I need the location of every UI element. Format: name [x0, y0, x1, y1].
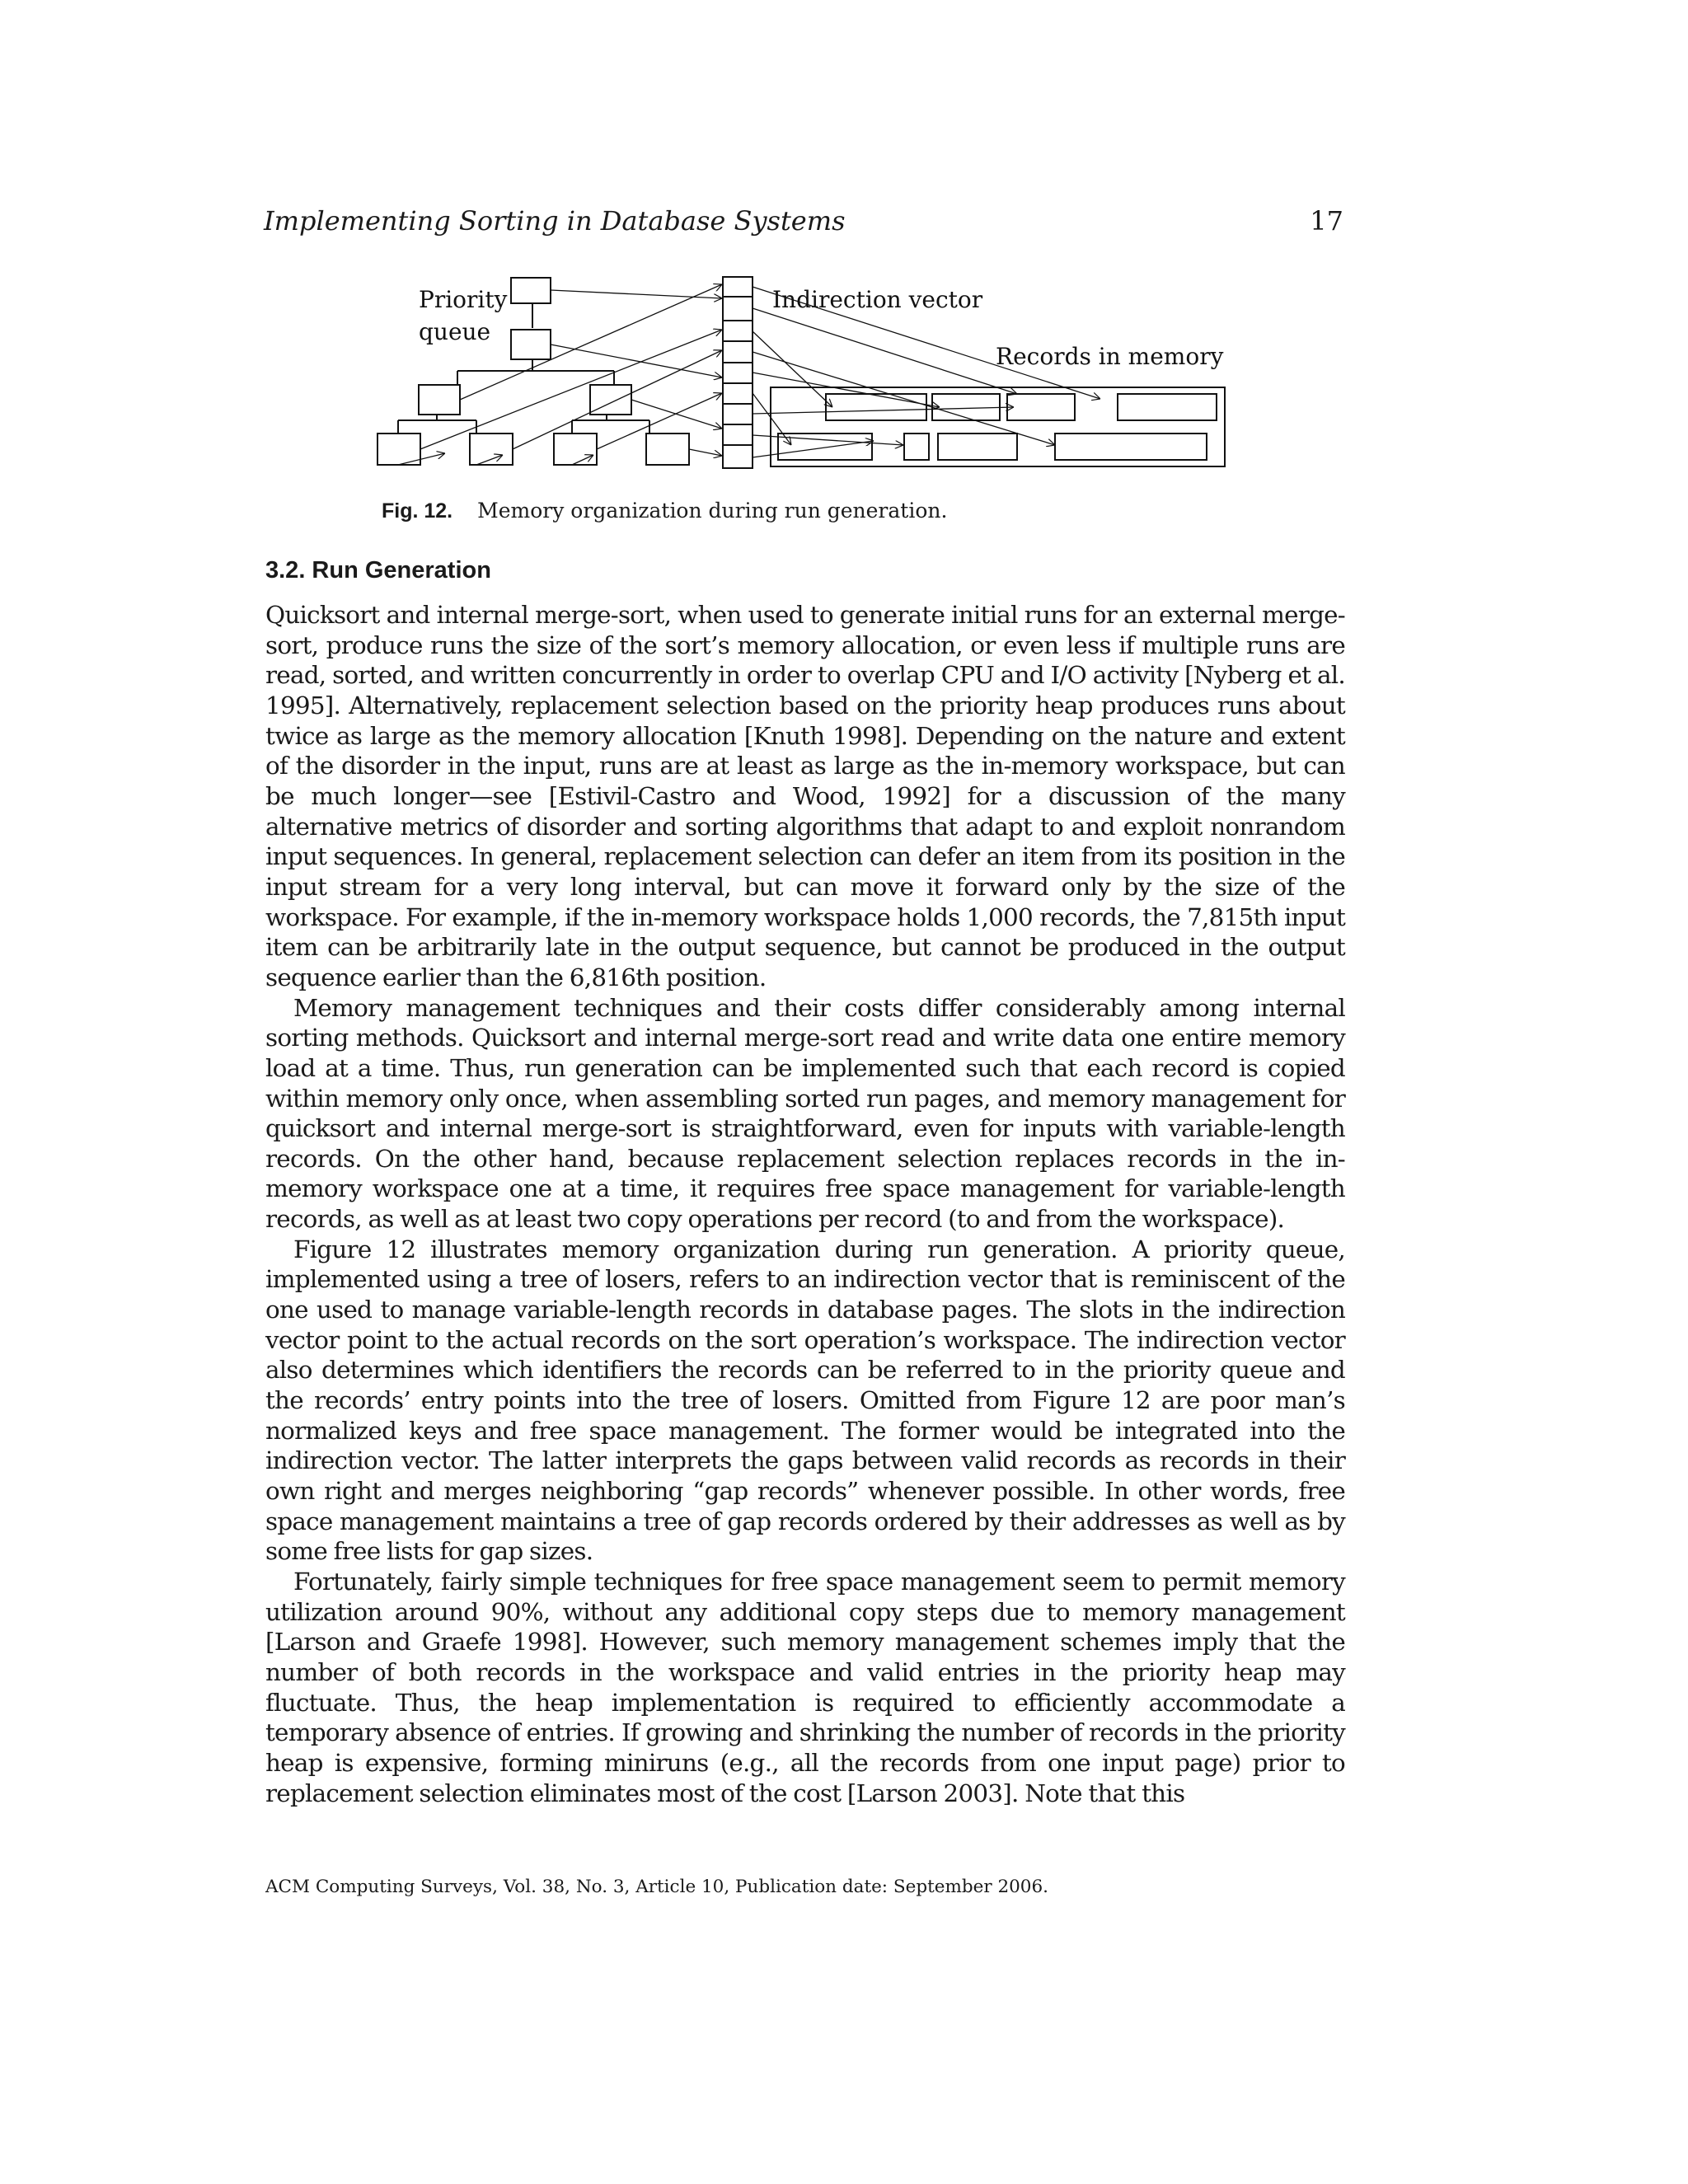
record: [1055, 434, 1207, 460]
indirection-vector: [723, 277, 753, 468]
record: [1118, 394, 1217, 420]
record: [904, 434, 929, 460]
record: [826, 394, 926, 420]
paragraph: Memory management techniques and their costs differ considerably among internal sorting methods. Quicksort and internal merge-sort read and write data one entire memory load at a time. Thus, run generation can be implemented such that each record is copied within memory only once, when assembling sorted run pages, and memory management for quicksort and internal merge-sort is straightforward, even for inputs with variable-length records. On the other hand, because replacement selection replaces records in the in-memory workspace one at a time, it requires free space management for variable-length records, as well as at least two copy operations per record (to and from the workspace).: [265, 993, 1345, 1234]
tree-node: [554, 434, 597, 465]
tree-node: [511, 278, 551, 303]
tree-node: [419, 385, 460, 415]
caption-text: Memory organization during run generation.: [477, 499, 948, 523]
figure-12-diagram: [0, 0, 1688, 494]
page-number: 17: [1310, 205, 1343, 237]
figure-caption: [382, 498, 947, 525]
caption-label: Fig. 12.: [382, 499, 453, 523]
record: [932, 394, 1000, 420]
record: [938, 434, 1017, 460]
paragraph: Figure 12 illustrates memory organization during run generation. A priority queue, implemented using a tree of losers, refers to an indirection vector that is reminiscent of the one used to manage variable-length records in database pages. The slots in the indirection vector point to the actual records on the sort operation’s workspace. The indirection vector also determines which identifiers the records can be referred to in the priority queue and the records’ entry points into the tree of losers. Omitted from Figure 12 are poor man’s normalized keys and free space management. The former would be integrated into the indirection vector. The latter interprets the gaps between valid records as records in their own right and merges neighboring “gap records” whenever possible. In other words, free space management maintains a tree of gap records ordered by their addresses as well as by some free lists for gap sizes.: [265, 1235, 1345, 1566]
paragraph: Quicksort and internal merge-sort, when used to generate initial runs for an external merge-sort, produce runs the size of the sort’s memory allocation, or even less if multiple runs are read, sorted, and written concurrently in order to overlap CPU and I/O activity [Nyberg et al. 1995]. Alternatively, replacement selection based on the priority heap produces runs about twice as large as the memory allocation [Knuth 1998]. Depending on the nature and extent of the disorder in the input, runs are at least as large as the in-memory workspace, but can be much longer—see [Estivil-Castro and Wood, 1992] for a discussion of the many alternative metrics of disorder and sorting algorithms that adapt to and exploit nonrandom input sequences. In general, replacement selection can defer an item from its position in the input stream for a very long interval, but can move it forward only by the size of the workspace. For example, if the in-memory workspace holds 1,000 records, the 7,815th input item can be arbitrarily late in the output sequence, but cannot be produced in the output sequence earlier than the 6,816th position.: [265, 601, 1345, 991]
tree-node: [511, 330, 551, 359]
label-indirection-vector: Indirection vector: [772, 286, 983, 313]
record: [1007, 394, 1075, 420]
section-heading: 3.2. Run Generation: [265, 557, 491, 583]
tree-node: [470, 434, 513, 465]
tree-node: [646, 434, 689, 465]
body-text: [265, 600, 1345, 1808]
tree-node: [377, 434, 420, 465]
label-priority-line2: queue: [419, 318, 491, 345]
paragraph: Fortunately, fairly simple techniques for free space management seem to permit memory utilization around 90%, without any additional copy steps due to memory management [Larson and Graefe 1998]. However, such memory management schemes imply that the number of both records in the workspace and valid entries in the priority heap may fluctuate. Thus, the heap implementation is required to efficiently accommodate a temporary absence of entries. If growing and shrinking the number of records in the priority heap is expensive, forming miniruns (e.g., all the records from one input page) prior to replacement selection eliminates most of the cost [Larson 2003]. Note that this: [265, 1568, 1345, 1807]
label-records-in-memory: Records in memory: [996, 343, 1224, 370]
footer-citation: ACM Computing Surveys, Vol. 38, No. 3, Article 10, Publication date: September 2006.: [265, 1877, 1048, 1897]
label-priority-line1: Priority: [419, 286, 508, 313]
running-title: Implementing Sorting in Database Systems: [264, 205, 846, 237]
